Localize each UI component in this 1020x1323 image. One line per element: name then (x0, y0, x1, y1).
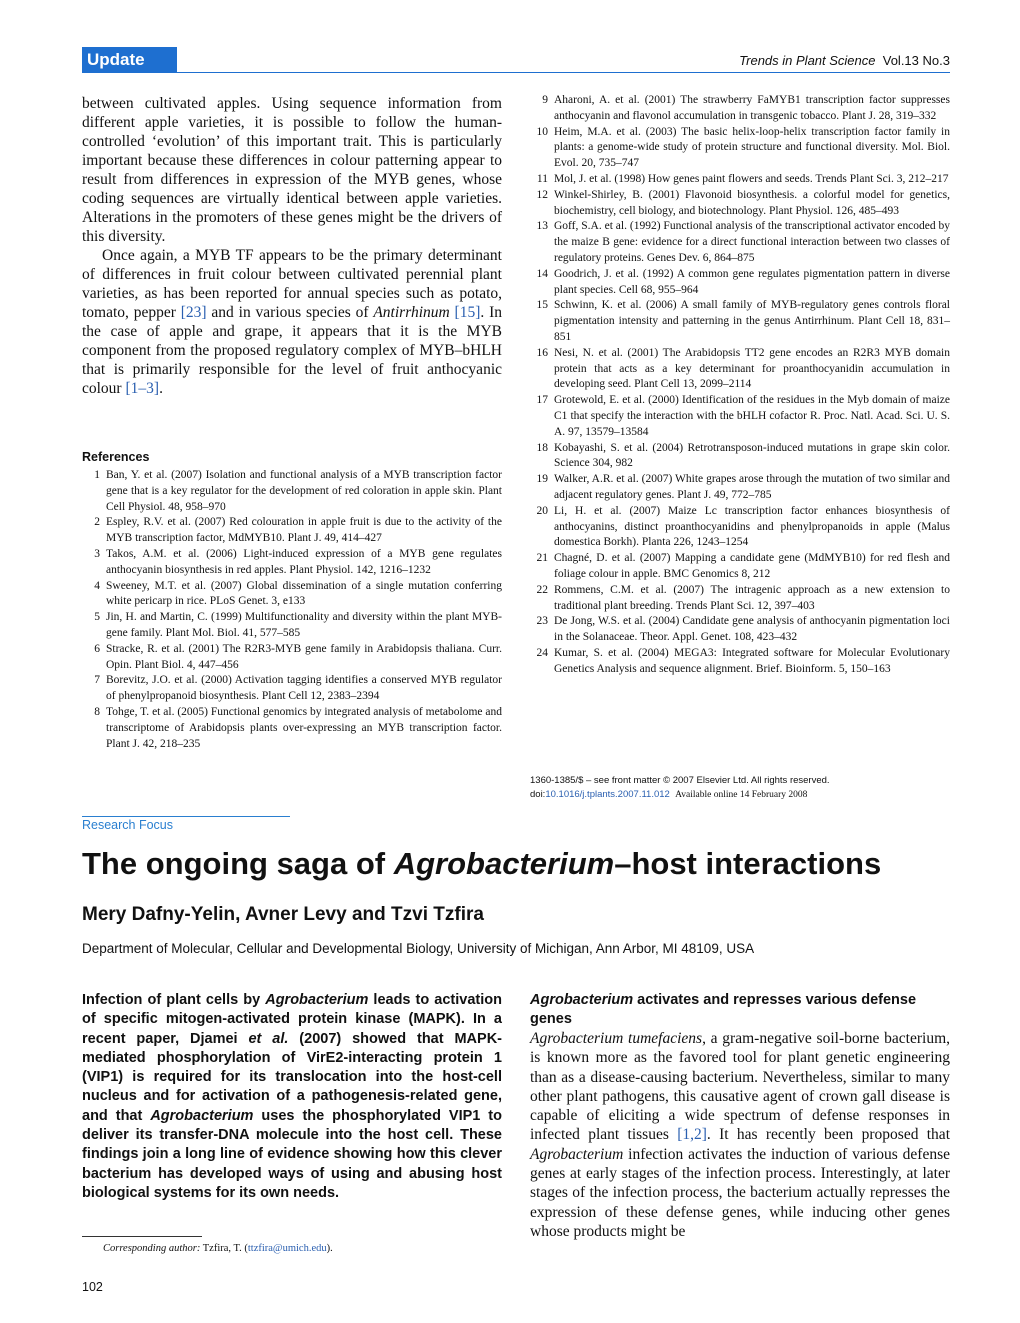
journal-issue: No.3 (922, 53, 950, 68)
citation-link[interactable]: [1,2] (677, 1126, 707, 1144)
reference-number: 18 (536, 441, 548, 454)
author-email-link[interactable]: ttzfira@umich.edu (247, 1243, 327, 1254)
reference-text: Heim, M.A. et al. (2003) The basic helix-loop-helix transcription factor family in plants: a genome-wide study of protein structure and functional diversity. Mol. Biol. Evol. 20, 735–747 (554, 125, 950, 170)
reference-number: 12 (536, 188, 548, 201)
reference-number: 21 (536, 552, 548, 565)
paragraph: Once again, a MYB TF appears to be the primary determinant of differences in fruit colour between cultivated perennial plant varieties, as has been reported for annual species such as potato, tomato, pepper [23] and in various species of Antirrhinum [15]. In the case of apple and grape, it appears that it is the MYB component from the proposed regulatory complex of MYB–bHLH that is primarily responsible for the level of fruit anthocyanic colour [1–3]. (82, 247, 502, 397)
reference-number: 7 (94, 674, 100, 687)
reference-text: Aharoni, A. et al. (2001) The strawberry FaMYB1 transcription factor suppresses anthocyanin and flavonol accumulation in transgenic tobacco. Plant J. 28, 319–332 (554, 94, 950, 122)
reference-text: Goff, S.A. et al. (1992) Functional analysis of the transcriptional activator encoded by the maize B gene: evidence for a direct functional interaction between two classes of regulatory proteins. Genes Dev. 6, 864–875 (554, 220, 950, 264)
reference-text: Schwinn, K. et al. (2006) A small family of MYB-regulatory genes controls floral pigmentation intensity and patterning in the genus Antirrhinum. Plant Cell 18, 831–851 (554, 299, 950, 343)
left-body-text (82, 94, 502, 398)
section-badge: Update (82, 47, 177, 73)
reference-item (530, 219, 950, 266)
reference-text: Goodrich, J. et al. (1992) A common gene regulates pigmentation pattern in diverse plant species. Cell 68, 955–964 (554, 267, 950, 296)
reference-number: 10 (536, 125, 548, 138)
research-focus-label: Research Focus (82, 818, 174, 832)
reference-text: Winkel-Shirley, B. (2001) Flavonoid biosynthesis. a colorful model for genetics, biochemistry, cell biology, and biotechnology. Plant Physiol. 126, 485–493 (554, 188, 950, 217)
reference-item (530, 346, 950, 393)
reference-number: 17 (536, 394, 548, 407)
reference-item (530, 504, 950, 551)
reference-number: 20 (536, 504, 548, 517)
reference-item (530, 583, 950, 615)
section-rule (82, 816, 290, 817)
reference-text: Sweeney, M.T. et al. (2007) Global dissemination of a single mutation conferring white pericarp in rice. PLoS Genet. 3, e133 (106, 579, 502, 608)
reference-number: 24 (536, 646, 548, 659)
citation-link[interactable]: [23] (180, 304, 207, 321)
header-rule (82, 72, 950, 73)
reference-text: Jin, H. and Martin, C. (1999) Multifunctionality and diversity within the plant MYB-gene family. Plant Mol. Biol. 41, 577–585 (106, 611, 502, 639)
reference-item (82, 468, 502, 515)
reference-number: 11 (536, 172, 548, 185)
reference-number: 3 (94, 547, 100, 560)
reference-list-right (530, 93, 950, 677)
reference-item (82, 515, 502, 547)
reference-item (82, 642, 502, 674)
reference-item (530, 393, 950, 440)
reference-item (530, 267, 950, 299)
reference-number: 1 (94, 469, 100, 481)
reference-item (82, 705, 502, 752)
reference-number: 9 (542, 94, 548, 106)
doi-link[interactable]: 10.1016/j.tplants.2007.11.012 (545, 789, 670, 800)
reference-text: Nesi, N. et al. (2001) The Arabidopsis TT2 gene encodes an R2R3 MYB domain protein that acts as a key determinant for proanthocyanidin accumulation in developing seed. Plant Cell 13, 2099–2114 (554, 346, 950, 391)
reference-item (530, 441, 950, 473)
reference-item (530, 472, 950, 504)
footnote-rule (82, 1236, 202, 1237)
reference-text: Stracke, R. et al. (2001) The R2R3-MYB gene family in Arabidopsis thaliana. Curr. Opin. Plant Biol. 4, 447–456 (106, 642, 502, 671)
references-heading: References (82, 450, 150, 464)
reference-number: 13 (536, 220, 548, 233)
reference-number: 16 (536, 346, 548, 359)
article-affiliation: Department of Molecular, Cellular and Developmental Biology, University of Michigan, Ann Arbor, MI 48109, USA (82, 941, 755, 956)
copyright-block (530, 774, 950, 802)
reference-text: Espley, R.V. et al. (2007) Red colouration in apple fruit is due to the activity of the MYB transcription factor, MdMYB10. Plant J. 49, 414–427 (106, 516, 502, 545)
article-body: Agrobacterium tumefaciens, a gram-negative soil-borne bacterium, is known more as the favored tool for plant genetic engineering than as a disease-causing bacterium. Nevertheless, similar to many other plant pathogens, this causative agent of crown gall disease is capable of eliciting a wide spectrum of defense responses in infected plant tissues [1,2]. It has recently been proposed that Agrobacterium infection activates the induction of various defense genes at early stages of the infection process. Interestingly, at later stages of the infection process, the bacterium actually represses the expression of these defense genes, while inducing other genes whose products might be (530, 1030, 950, 1240)
reference-item (530, 614, 950, 646)
reference-text: Kumar, S. et al. (2004) MEGA3: Integrated software for Molecular Evolutionary Genetics Analysis and sequence alignment. Brief. Bioinform. 5, 150–163 (554, 646, 950, 675)
paragraph: between cultivated apples. Using sequence information from different apple varieties, it is possible to follow the human-controlled ‘evolution’ of this important trait. This is particularly important because these differences in colour patterning appear to result from differences in expression of the MYB genes, whose coding sequences are virtually identical between apple varieties. Alterations in the promoters of these genes might be the drivers of this diversity. (82, 95, 502, 245)
reference-text: Li, H. et al. (2007) Maize Lc transcription factor enhances biosynthesis of anthocyanins, distinct proanthocyanidins and phenylpropanoids in apple (Malus domestica Borkh). Planta 226, 1243–1254 (554, 504, 950, 549)
reference-item (82, 610, 502, 642)
reference-text: Ban, Y. et al. (2007) Isolation and functional analysis of a MYB transcription factor gene that is a key regulator for the development of red coloration in apple skin. Plant Cell Physiol. 48, 958–970 (106, 469, 502, 513)
reference-number: 19 (536, 473, 548, 486)
reference-list-left (82, 468, 502, 752)
journal-volume: Vol.13 (882, 53, 919, 68)
doi-line: doi:10.1016/j.tplants.2007.11.012 Available online 14 February 2008 (530, 789, 808, 800)
reference-item (530, 93, 950, 125)
reference-item (530, 188, 950, 220)
reference-text: Borevitz, J.O. et al. (2000) Activation tagging identifies a conserved MYB regulator of phenylpropanoid biosynthesis. Plant Cell 12, 2383–2394 (106, 674, 502, 703)
reference-number: 2 (94, 516, 100, 529)
reference-text: Takos, A.M. et al. (2006) Light-induced expression of a MYB gene regulates anthocyanin biosynthesis in red apples. Plant Physiol. 142, 1216–1232 (106, 547, 502, 576)
reference-item (530, 551, 950, 583)
reference-number: 5 (94, 611, 100, 624)
journal-name: Trends in Plant Science (739, 53, 876, 68)
citation-link[interactable]: [1–3] (125, 380, 160, 397)
reference-text: Tohge, T. et al. (2005) Functional genomics by integrated analysis of metabolome and transcriptome of Arabidopsis plants over-expressing an MYB transcription factor. Plant J. 42, 218–235 (106, 705, 502, 750)
reference-item (82, 579, 502, 611)
reference-number: 8 (94, 705, 100, 718)
page-number: 102 (82, 1280, 103, 1294)
reference-text: Mol, J. et al. (1998) How genes paint flowers and seeds. Trends Plant Sci. 3, 212–217 (554, 172, 949, 185)
reference-item (530, 172, 950, 188)
reference-item (82, 673, 502, 705)
reference-text: De Jong, W.S. et al. (2004) Candidate gene analysis of anthocyanin pigmentation loci in the Solanaceae. Theor. Appl. Genet. 108, 423–432 (554, 615, 950, 644)
reference-item (530, 646, 950, 678)
article-title: The ongoing saga of Agrobacterium–host interactions (82, 846, 882, 881)
reference-text: Grotewold, E. et al. (2000) Identification of the residues in the Myb domain of maize C1 that specify the interaction with the bHLH cofactor R. Proc. Natl. Acad. Sci. U. S. A. 97, 13579–13584 (554, 394, 950, 438)
reference-number: 15 (536, 299, 548, 312)
reference-number: 14 (536, 267, 548, 280)
reference-text: Chagné, D. et al. (2007) Mapping a candidate gene (MdMYB10) for red flesh and foliage colour in apple. BMC Genomics 8, 212 (554, 552, 950, 580)
reference-number: 23 (536, 615, 548, 628)
reference-number: 22 (536, 583, 548, 596)
reference-number: 6 (94, 642, 100, 655)
reference-item (530, 125, 950, 172)
reference-item (82, 547, 502, 579)
article-authors: Mery Dafny-Yelin, Avner Levy and Tzvi Tzfira (82, 904, 484, 925)
citation-link[interactable]: [15] (454, 304, 481, 321)
reference-text: Kobayashi, S. et al. (2004) Retrotransposon-induced mutations in grape skin color. Science 304, 982 (554, 441, 950, 470)
corresponding-author-footnote: Corresponding author: Tzfira, T. (ttzfira@umich.edu). (103, 1243, 333, 1254)
reference-number: 4 (94, 579, 100, 592)
reference-text: Rommens, C.M. et al. (2007) The intragenic approach as a new extension to traditional plant breeding. Trends Plant Sci. 12, 397–403 (554, 583, 950, 612)
copyright-line: 1360-1385/$ – see front matter © 2007 Elsevier Ltd. All rights reserved. (530, 775, 830, 786)
article-abstract: Infection of plant cells by Agrobacterium leads to activation of specific mitogen-activated protein kinase (MAPK). In a recent paper, Djamei et al. (2007) showed that MAPK-mediated phosphorylation of VirE2-interacting protein 1 (VIP1) is required for its translocation into the host-cell nucleus and for activation of a pathogenesis-related gene, and that Agrobacterium uses the phosphorylated VIP1 to deliver its transfer-DNA molecule into the host cell. These findings join a long line of evidence showing how this clever bacterium has developed ways of using and abusing host biological systems for its own needs. (82, 992, 502, 1201)
reference-text: Walker, A.R. et al. (2007) White grapes arose through the mutation of two similar and adjacent regulatory genes. Plant J. 49, 772–785 (554, 473, 950, 501)
journal-info (739, 53, 950, 68)
reference-item (530, 298, 950, 345)
section-heading: Agrobacterium activates and represses various defense genes (530, 992, 917, 1028)
